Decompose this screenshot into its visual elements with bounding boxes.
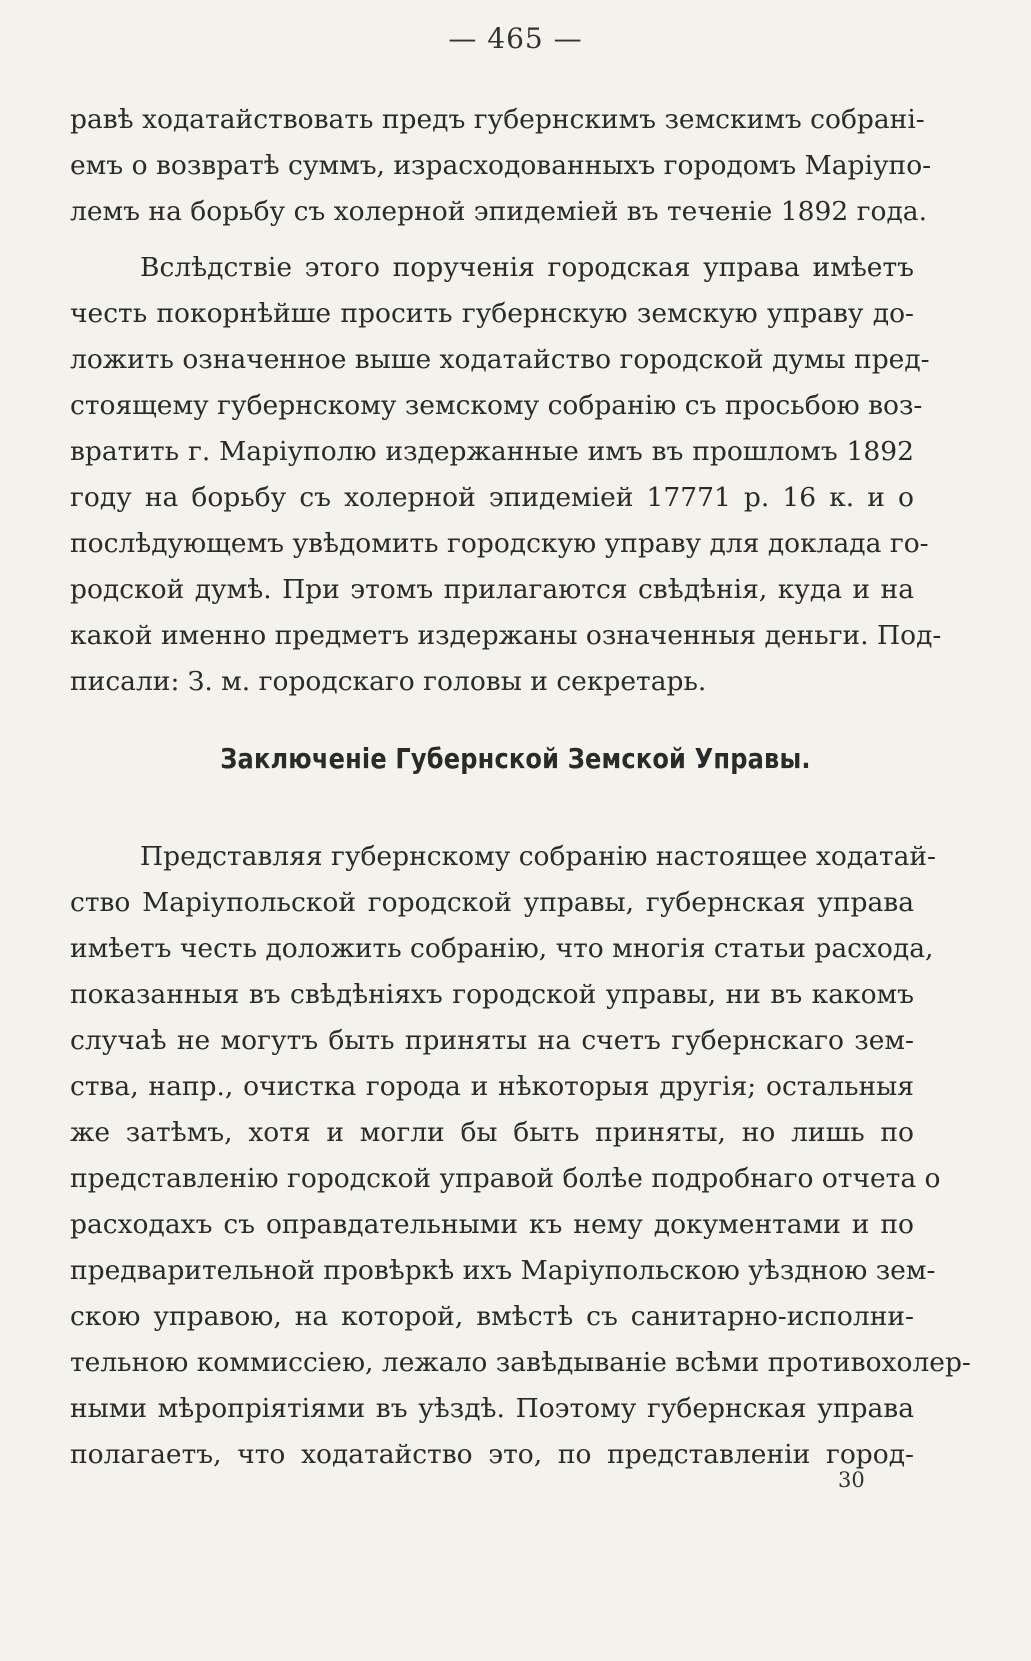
text-line: Вслѣдствіе этого порученія городская управа имѣетъ — [140, 252, 914, 283]
text-line: лемъ на борьбу съ холерной эпидеміей въ теченіе 1892 года. — [70, 196, 928, 227]
text-line: ство Маріупольской городской управы, губернская управа — [70, 887, 914, 918]
text-line: вратить г. Маріуполю издержанные имъ въ прошломъ 1892 — [70, 436, 914, 467]
text-line: ложить означенное выше ходатайство городской думы пред- — [70, 344, 930, 375]
section-heading: Заключеніе Губернской Земской Управы. — [220, 742, 811, 775]
text-line: тельною коммиссіею, лежало завѣдываніе всѣми противохолер- — [70, 1347, 971, 1378]
text-line: же затѣмъ, хотя и могли бы быть приняты, но лишь по — [70, 1117, 914, 1148]
text-line: скою управою, на которой, вмѣстѣ съ санитарно-исполни- — [70, 1301, 914, 1332]
signature-mark: 30 — [838, 1468, 865, 1492]
text-line: Представляя губернскому собранію настоящее ходатай- — [140, 841, 937, 872]
text-line: емъ о возвратѣ суммъ, израсходованныхъ городомъ Маріупо- — [70, 150, 932, 181]
text-line: предварительной провѣркѣ ихъ Маріупольскою уѣздною зем- — [70, 1255, 936, 1286]
text-line: показанныя въ свѣдѣніяхъ городской управы, ни въ какомъ — [70, 979, 914, 1010]
text-line: году на борьбу съ холерной эпидеміей 17771 р. 16 к. и о — [70, 482, 914, 513]
text-line: случаѣ не могутъ быть приняты на счетъ губернскаго зем- — [70, 1025, 914, 1056]
text-line: полагаетъ, что ходатайство это, по представленіи город- — [70, 1439, 914, 1470]
text-line: послѣдующемъ увѣдомить городскую управу для доклада го- — [70, 528, 929, 559]
text-line: стоящему губернскому земскому собранію съ просьбою воз- — [70, 390, 923, 421]
text-line: равѣ ходатайствовать предъ губернскимъ земскимъ собрані- — [70, 104, 925, 135]
text-line: какой именно предметъ издержаны означенныя деньги. Под- — [70, 620, 942, 651]
page-number: — 465 — — [448, 22, 583, 55]
text-line: родской думѣ. При этомъ прилагаются свѣдѣнія, куда и на — [70, 574, 914, 605]
text-line: ными мѣропріятіями въ уѣздѣ. Поэтому губернская управа — [70, 1393, 914, 1424]
text-line: представленію городской управой болѣе подробнаго отчета о — [70, 1163, 941, 1194]
text-line: расходахъ съ оправдательными къ нему документами и по — [70, 1209, 914, 1240]
text-line: имѣетъ честь доложить собранію, что многія статьи расхода, — [70, 933, 934, 964]
text-line: честь покорнѣйше просить губернскую земскую управу до- — [70, 298, 914, 329]
text-line: писали: З. м. городскаго головы и секретарь. — [70, 666, 707, 697]
text-line: ства, напр., очистка города и нѣкоторыя другія; остальныя — [70, 1071, 914, 1102]
